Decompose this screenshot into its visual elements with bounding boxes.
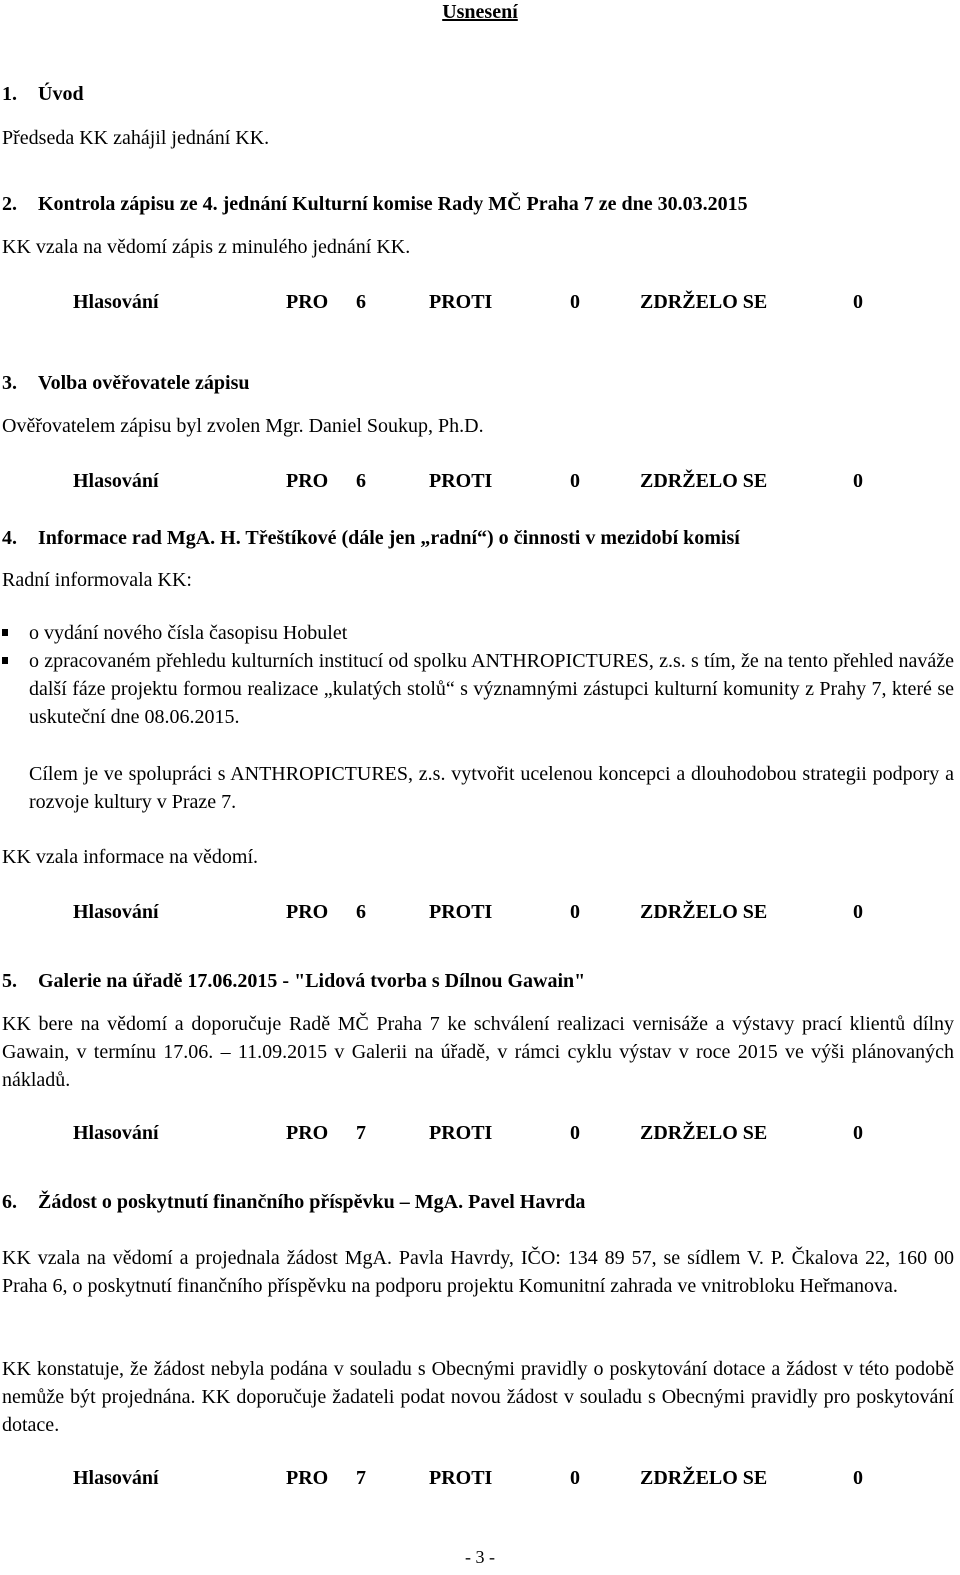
vote-proti-count: 0: [570, 1467, 580, 1489]
vote-zdrzelo-count: 0: [853, 1122, 863, 1144]
section-4-goal: Cílem je ve spolupráci s ANTHROPICTURES, z.s. vytvořit ucelenou koncepci a dlouhodobou strategii podpory a rozvoje kultury v Praze 7.: [29, 763, 954, 813]
vote-pro-count: 6: [356, 291, 366, 313]
vote-pro-count: 7: [356, 1122, 366, 1144]
section-title: Galerie na úřadě 17.06.2015 - "Lidová tvorba s Dílnou Gawain": [38, 970, 586, 992]
vote-row: [0, 900, 960, 924]
section-3-heading: [2, 371, 249, 395]
section-2-heading: [2, 192, 748, 216]
vote-zdrzelo-label: ZDRŽELO SE: [640, 1122, 768, 1144]
section-5-heading: [2, 969, 585, 993]
vote-proti-count: 0: [570, 291, 580, 313]
vote-proti-count: 0: [570, 470, 580, 492]
list-item-text: o vydání nového čísla časopisu Hobulet: [29, 622, 348, 644]
vote-proti-label: PROTI: [429, 901, 493, 923]
page-number: - 3 -: [465, 1547, 495, 1567]
section-4-heading: [2, 526, 740, 550]
section-title: Informace rad MgA. H. Třeštíkové (dále jen „radní“) o činnosti v mezidobí komisí: [38, 527, 740, 549]
vote-pro-label: PRO: [286, 470, 329, 492]
vote-label: Hlasování: [73, 901, 159, 923]
vote-proti-count: 0: [570, 901, 580, 923]
vote-row: [0, 1466, 960, 1490]
section-6-text-2: KK konstatuje, že žádost nebyla podána v souladu s Obecnými pravidly o poskytování dotace a žádost v této podobě nemůže být projednána. KK doporučuje žadateli podat novou žádost v souladu s Obecnými pravidly pro poskytování dotace.: [2, 1358, 954, 1436]
section-4-intro: Radní informovala KK:: [2, 569, 192, 591]
section-3-text: Ověřovatelem zápisu byl zvolen Mgr. Daniel Soukup, Ph.D.: [2, 415, 484, 437]
section-4-text: KK vzala informace na vědomí.: [2, 846, 259, 868]
section-number: 2.: [2, 193, 17, 215]
vote-zdrzelo-label: ZDRŽELO SE: [640, 901, 768, 923]
section-2-text: KK vzala na vědomí zápis z minulého jednání KK.: [2, 236, 411, 258]
vote-proti-count: 0: [570, 1122, 580, 1144]
list-item-text: o zpracovaném přehledu kulturních institucí od spolku ANTHROPICTURES, z.s. s tím, že na tento přehled naváže další fáze projektu formou realizace „kulatých stolů“ s významnými zástupci kulturní komunity z Prahy 7, které se uskuteční dne 08.06.2015.: [29, 650, 954, 728]
vote-proti-label: PROTI: [429, 1122, 493, 1144]
vote-pro-count: 6: [356, 470, 366, 492]
vote-pro-count: 7: [356, 1467, 366, 1489]
vote-zdrzelo-count: 0: [853, 291, 863, 313]
section-number: 5.: [2, 970, 17, 992]
vote-label: Hlasování: [73, 291, 159, 313]
vote-pro-count: 6: [356, 901, 366, 923]
vote-row: [0, 290, 960, 314]
vote-pro-label: PRO: [286, 1467, 329, 1489]
vote-pro-label: PRO: [286, 901, 329, 923]
vote-zdrzelo-label: ZDRŽELO SE: [640, 291, 768, 313]
vote-proti-label: PROTI: [429, 1467, 493, 1489]
section-title: Volba ověřovatele zápisu: [38, 372, 250, 394]
section-number: 6.: [2, 1191, 17, 1213]
section-6-heading: [2, 1190, 585, 1214]
vote-proti-label: PROTI: [429, 291, 493, 313]
vote-label: Hlasování: [73, 1122, 159, 1144]
section-1-heading: [2, 82, 84, 106]
section-number: 1.: [2, 83, 17, 105]
vote-zdrzelo-label: ZDRŽELO SE: [640, 1467, 768, 1489]
list-item: [2, 649, 954, 733]
section-5-text: KK bere na vědomí a doporučuje Radě MČ Praha 7 ke schválení realizaci vernisáže a výstavy prací klientů dílny Gawain, v termínu 17.06. – 11.09.2015 v Galerii na úřadě, v rámci cyklu výstav v roce 2015 ve výši plánovaných nákladů.: [2, 1013, 954, 1091]
section-title: Úvod: [38, 83, 84, 105]
vote-zdrzelo-count: 0: [853, 1467, 863, 1489]
vote-proti-label: PROTI: [429, 470, 493, 492]
section-6-text: KK vzala na vědomí a projednala žádost MgA. Pavla Havrdy, IČO: 134 89 57, se sídlem V. P. Čkalova 22, 160 00 Praha 6, o poskytnutí finančního příspěvku na podporu projektu Komunitní zahrada ve vnitrobloku Heřmanova.: [2, 1247, 954, 1297]
vote-zdrzelo-count: 0: [853, 901, 863, 923]
section-title: Žádost o poskytnutí finančního příspěvku – MgA. Pavel Havrda: [38, 1191, 586, 1213]
vote-label: Hlasování: [73, 1467, 159, 1489]
section-title: Kontrola zápisu ze 4. jednání Kulturní komise Rady MČ Praha 7 ze dne 30.03.2015: [38, 193, 748, 215]
vote-pro-label: PRO: [286, 1122, 329, 1144]
vote-row: [0, 1121, 960, 1145]
section-1-text: Předseda KK zahájil jednání KK.: [2, 127, 270, 149]
section-number: 4.: [2, 527, 17, 549]
vote-row: [0, 469, 960, 493]
vote-pro-label: PRO: [286, 291, 329, 313]
bullet-marker: [2, 657, 8, 664]
vote-zdrzelo-count: 0: [853, 470, 863, 492]
section-number: 3.: [2, 372, 17, 394]
document-title: Usnesení: [442, 1, 518, 23]
list-item: [2, 621, 954, 645]
vote-label: Hlasování: [73, 470, 159, 492]
vote-zdrzelo-label: ZDRŽELO SE: [640, 470, 768, 492]
bullet-marker: [2, 629, 8, 636]
